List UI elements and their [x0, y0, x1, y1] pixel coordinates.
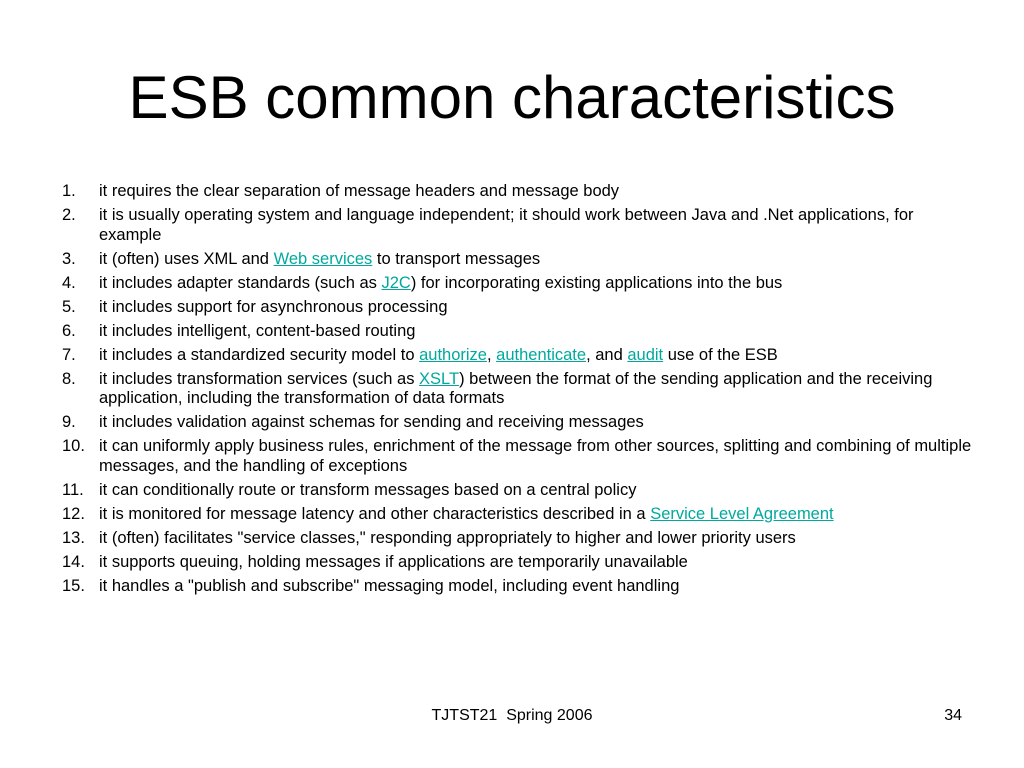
text-run: it includes a standardized security model to	[99, 345, 420, 364]
list-item-text	[99, 529, 796, 547]
list-item-number: 6.	[62, 321, 76, 340]
list-item	[62, 322, 972, 342]
list-item-text	[99, 274, 782, 292]
hyperlink[interactable]: audit	[627, 345, 664, 364]
text-run: it includes transformation services (such as	[99, 369, 420, 388]
list-item-number: 3.	[62, 249, 76, 268]
list-item	[62, 298, 972, 318]
list-item-text	[99, 553, 688, 571]
list-item-text	[99, 481, 636, 499]
text-run: it handles a "publish and subscribe" messaging model, including event handling	[99, 576, 680, 595]
list-item-text	[99, 322, 415, 340]
text-run: it (often) uses XML and	[99, 249, 274, 268]
list-item	[62, 553, 972, 573]
list-item	[62, 250, 972, 270]
text-run: , and	[586, 345, 628, 364]
text-run: it can conditionally route or transform messages based on a central policy	[99, 480, 637, 499]
list-item	[62, 370, 972, 409]
hyperlink[interactable]: Web services	[273, 249, 373, 268]
list-item	[62, 505, 972, 525]
text-run: ,	[486, 345, 497, 364]
text-run: it includes support for asynchronous processing	[99, 297, 448, 316]
list-item-number: 15.	[62, 576, 85, 595]
list-item	[62, 206, 972, 245]
list-item	[62, 481, 972, 501]
text-run: to transport messages	[372, 249, 541, 268]
list-item	[62, 437, 972, 476]
text-run: it (often) facilitates "service classes," responding appropriately to higher and lower priority users	[99, 528, 796, 547]
list-item-number: 13.	[62, 528, 85, 547]
list-item-number: 11.	[62, 480, 84, 499]
slide-title: ESB common characteristics	[128, 64, 896, 131]
text-run: it can uniformly apply business rules, enrichment of the message from other sources, splitting and combining of multiple messages, and the handling of exceptions	[99, 437, 972, 475]
list-item-text	[99, 206, 914, 244]
list-item	[62, 413, 972, 433]
list-item	[62, 274, 972, 294]
hyperlink[interactable]: authenticate	[496, 345, 587, 364]
text-run: it includes adapter standards (such as	[99, 273, 382, 292]
hyperlink[interactable]: Service Level Agreement	[650, 504, 834, 523]
list-item-number: 10.	[62, 437, 85, 455]
list-item	[62, 182, 972, 202]
text-run: ) for incorporating existing applications into the bus	[410, 273, 783, 292]
list-item	[62, 577, 972, 597]
list-item-text	[99, 346, 778, 364]
list-item-number: 2.	[62, 206, 76, 224]
footer-page-number: 34	[944, 707, 962, 724]
list-item-text	[99, 182, 619, 200]
list-item-number: 7.	[62, 345, 76, 364]
list-item	[62, 529, 972, 549]
list-item-number: 8.	[62, 369, 76, 388]
text-run: it is usually operating system and language independent; it should work between Java and .Net applications, for example	[99, 206, 914, 244]
text-run: use of the ESB	[663, 345, 778, 364]
text-run: it supports queuing, holding messages if applications are temporarily unavailable	[99, 552, 688, 571]
hyperlink[interactable]: authorize	[419, 345, 487, 364]
text-run: it is monitored for message latency and other characteristics described in a	[99, 504, 651, 523]
list-item-number: 12.	[62, 504, 85, 523]
list-item-text	[99, 370, 932, 408]
text-run: it includes validation against schemas for sending and receiving messages	[99, 413, 644, 431]
list-item-number: 5.	[62, 297, 76, 316]
list-item-number: 9.	[62, 413, 76, 431]
hyperlink[interactable]: XSLT	[419, 369, 460, 388]
list-item-number: 1.	[62, 182, 76, 200]
hyperlink[interactable]: J2C	[381, 273, 411, 292]
list-item	[62, 346, 972, 366]
characteristics-list	[62, 182, 972, 601]
text-run: it requires the clear separation of message headers and message body	[99, 182, 620, 200]
list-item-text	[99, 298, 448, 316]
list-item-text	[99, 577, 679, 595]
list-item-text	[99, 250, 540, 268]
list-item-number: 14.	[62, 552, 85, 571]
text-run: ) between the format of the sending application and the receiving application, including the transformation of data formats	[99, 369, 933, 407]
footer-course-label: TJTST21 Spring 2006	[431, 707, 593, 724]
text-run: it includes intelligent, content-based routing	[99, 321, 416, 340]
list-item-text	[99, 437, 971, 475]
list-item-text	[99, 505, 834, 523]
list-item-number: 4.	[62, 273, 76, 292]
list-item-text	[99, 413, 644, 431]
